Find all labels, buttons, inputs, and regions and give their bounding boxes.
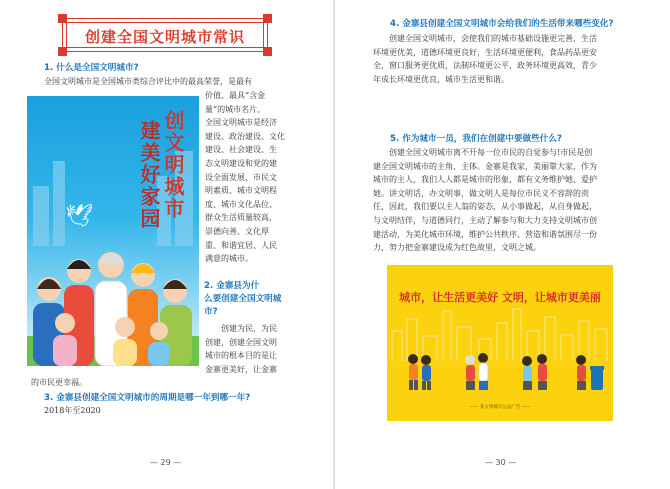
q1-body-line: 建设、社会建设、生	[205, 145, 277, 155]
q5-body-line: 建全国文明城市的主角、主体。金寨是我家，美丽靠大家，作为	[373, 161, 597, 171]
q2-body-line: 创建为民，为民	[221, 324, 277, 333]
q4-body	[373, 32, 649, 86]
q2-heading-line: 么要创建全国文明城	[204, 294, 282, 304]
q1-body-line: 建设、政治建设、文化	[205, 131, 285, 141]
litter-bin-icon	[571, 351, 607, 391]
q1-body-line: 崇德向善、文化厚	[205, 226, 269, 236]
q5-body-line: 与文明结伴，与道德同行，主动了解参与和大力支持文明城市创	[373, 215, 597, 225]
crowd-of-citizens-icon	[27, 231, 199, 366]
q1-body-line: 度、城市文化品位、	[205, 199, 277, 209]
q1-body-line: 明素质、城市文明程	[205, 186, 277, 196]
q1-body-line: 重、和谐宜居、人民	[205, 240, 277, 250]
page-number-left: — 29 —	[150, 458, 182, 467]
q1-intro: 全国文明城市是全国城市类综合评比中的最高荣誉，是最有	[44, 77, 252, 86]
q1-body-line: 满意的城市。	[205, 254, 253, 264]
q5-body-line: 创建全国文明城市离不开每一位市民的自觉参与!市民是创	[389, 148, 593, 157]
q1-heading: 1. 什么是全国文明城市?	[44, 63, 139, 73]
page-number-right: — 30 —	[485, 458, 517, 467]
q5-body	[373, 146, 649, 255]
q2-body-line: 创建，创建全国文明	[205, 337, 277, 347]
q2-body-line: 金寨更美好，让金寨	[205, 364, 277, 374]
q1-body-line: 量”的城市名片。	[205, 104, 266, 114]
q1-body-line: 全国文明城市是经济	[205, 118, 277, 128]
mutual-help-icon	[517, 351, 553, 391]
q5-body-line: 城市的主人，我们人人都是城市的形象，都有义务维护她、爱护	[373, 175, 597, 185]
slogan-vertical-2: 建美好家园	[137, 120, 161, 230]
dove-icon: 🕊	[65, 204, 93, 229]
public-service-poster	[387, 265, 613, 421]
q2-heading-line: 市?	[204, 307, 218, 317]
q4-body-line: 环境更优美，道德环境更良好，生活环境更便利，食品药品更安	[373, 47, 597, 57]
slogan-vertical-1: 创文明城市	[161, 110, 185, 220]
q3-heading: 3. 金寨县创建全国文明城市的周期是哪一年到哪一年?	[44, 393, 251, 403]
civilization-illustration	[27, 96, 199, 366]
q5-body-line: 力，努力把金寨建设成为红色故里，文明之城。	[373, 243, 541, 253]
q5-body-line: 任，因此，我们要以主人翁的姿态，从小事做起，从自身做起，	[373, 202, 597, 212]
title-banner	[62, 18, 268, 52]
poster-footer: —— 某文明城市公益广告 ——	[469, 405, 531, 410]
q5-body-line: 建活动，为美化城市环境，维护公共秩序、营造和谐氛围尽一份	[373, 229, 597, 239]
help-elderly-icon	[459, 351, 495, 391]
q3-answer: 2018年至2020	[44, 406, 101, 415]
q4-heading: 4. 金寨县创建全国文明城市会给我们的生活带来哪些变化?	[390, 19, 614, 29]
q2-body	[205, 322, 305, 376]
page-title: 创建全国文明城市常识	[84, 28, 245, 46]
q4-body-line: 创建全国文明城市，会使我们的城市基础设施更完善，生活	[389, 34, 597, 43]
q1-body-line: 设全面发展，市民文	[205, 172, 277, 182]
q2-tail: 的市民更幸福。	[31, 378, 87, 387]
q5-body-line: 她。讲文明话，办文明事，做文明人是每位市民义不容辞的责	[373, 188, 589, 198]
q4-body-line: 年成长环境更优良，城市生活更和谐。	[373, 74, 509, 84]
q2-body-line: 城市的根本目的是让	[205, 351, 277, 361]
q1-body-line: 价值、最具“含金	[205, 91, 266, 100]
courteous-people-icon	[401, 351, 437, 391]
poster-slogan: 城市，让生活更美好 文明，让城市更美丽	[399, 291, 601, 304]
q2-heading-line: 2. 金寨县为什	[204, 281, 260, 291]
q1-body-line: 态文明建设和党的建	[205, 158, 277, 168]
q4-body-line: 全，窗口服务更优质，法制环境更公平，政务环境更高效，青少	[373, 61, 597, 71]
q2-heading	[204, 280, 314, 319]
q5-heading: 5. 作为城市一员，我们在创建中要做些什么?	[390, 134, 562, 144]
q1-body	[205, 89, 305, 266]
q1-body-line: 群众生活质量较高，	[205, 213, 277, 223]
